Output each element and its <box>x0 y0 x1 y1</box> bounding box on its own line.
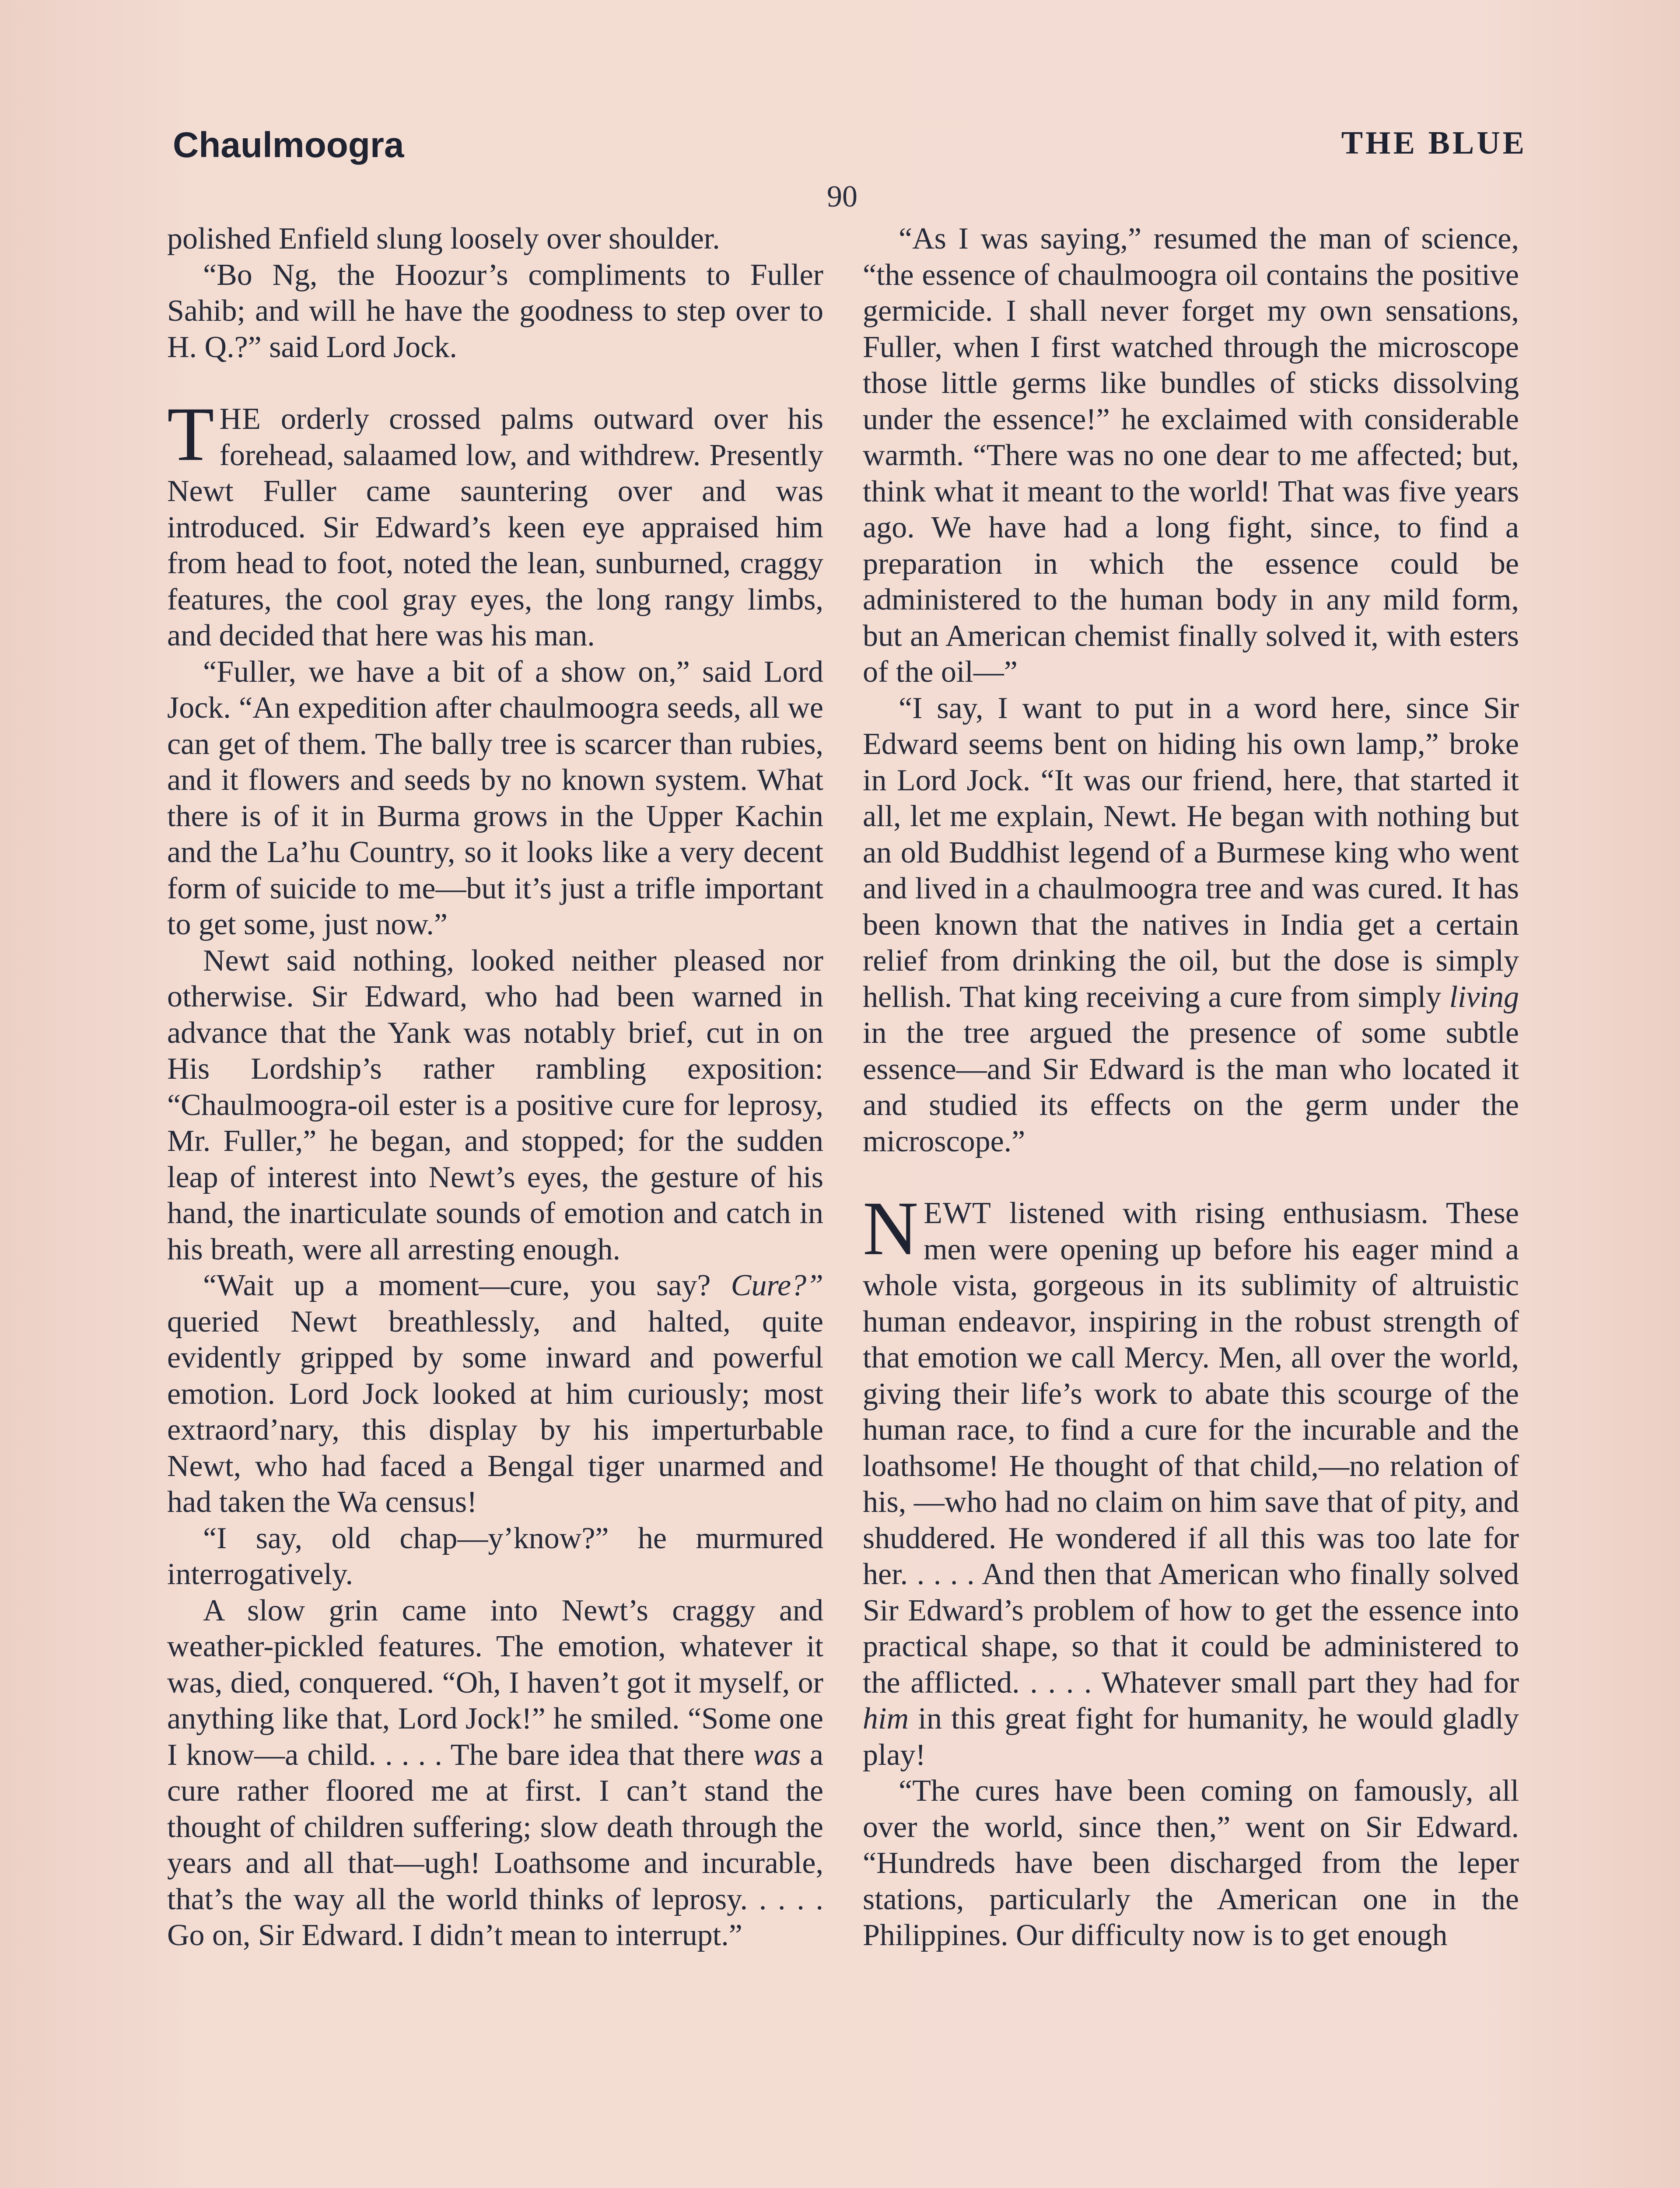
emphasis: living <box>1449 980 1519 1014</box>
right-column <box>863 221 1519 1954</box>
emphasis: him <box>863 1702 909 1736</box>
lead-caps: HE <box>219 402 261 436</box>
paragraph-text: in this great fight for humanity, he would gladly play! <box>863 1702 1519 1772</box>
left-column <box>167 221 823 1954</box>
section-paragraph <box>167 392 823 654</box>
paragraph-text: listened with rising enthusiasm. These men were opening up before his eager mind a whole vista, gorgeous in its sublimity of altruistic human endeavor, inspiring in the robust strength of that emotion we call Mercy. Men, all over the world, giving their life’s work to abate this scourge of the human race, to find a cure for the incurable and the loathsome! He thought of that child,—no relation of his, —who had no claim on him save that of pity, and shuddered. He wondered if all this was too late for her. . . . . And then that American who finally solved Sir Edward’s problem of how to get the essence into practical shape, so that it could be administered to the afflicted. . . . . Whatever small part they had for <box>863 1196 1519 1700</box>
paragraph-text: in the tree argued the presence of some subtle essence—and Sir Edward is the man who located it and studied its effects on the germ under the microscope.” <box>863 1016 1519 1158</box>
paragraph: “Bo Ng, the Hoozur’s compliments to Fuller Sahib; and will he have the goodness to step over to H. Q.?” said Lord Jock. <box>167 258 823 364</box>
drop-cap: T <box>167 392 214 477</box>
paragraph-text: a cure rather floored me at first. I can’t stand the thought of children suffering; slow death through the years and all that—ugh! Loathsome and incurable, that’s the way all the world thinks of leprosy. . . . . Go on, Sir Edward. I didn’t mean to interrupt.” <box>167 1738 823 1952</box>
paragraph: Newt said nothing, looked neither pleased nor otherwise. Sir Edward, who had been warned in advance that the Yank was notably brief, cut in on His Lordship’s rather rambling exposition: “Chaulmoogra-oil ester is a positive cure for leprosy, Mr. Fuller,” he began, and stopped; for the sudden leap of interest into Newt’s eyes, the gesture of his hand, the inarticulate sounds of emotion and catch in his breath, were all arresting enough. <box>167 943 823 1266</box>
drop-cap: N <box>863 1186 919 1271</box>
story-title: Chaulmoogra <box>173 125 404 165</box>
paragraph: “Fuller, we have a bit of a show on,” said Lord Jock. “An expedition after chaulmoogra seeds, all we can get of them. The bally tree is scarcer than rubies, and it flowers and seeds by no known system. What there is of it in Burma grows in the Upper Kachin and the La’hu Country, so it looks like a very decent form of suicide to me—but it’s just a trifle important to get some, just now.” <box>167 655 823 941</box>
page-number: 90 <box>827 180 858 214</box>
paragraph <box>863 691 1519 1160</box>
paragraph: polished Enfield slung loosely over shoulder. <box>167 222 720 256</box>
paragraph-text: A slow grin came into Newt’s craggy and weather-pickled features. The emotion, whatever it was, died, conquered. “Oh, I haven’t got it myself, or anything like that, Lord Jock!” he smiled. “Some one I know—a child. . . . . The bare idea that there <box>167 1593 823 1772</box>
section-paragraph <box>863 1186 1519 1773</box>
paragraph: “I say, old chap—y’know?” he murmured interrogatively. <box>167 1521 823 1591</box>
paragraph-text: “I say, I want to put in a word here, since Sir Edward seems bent on hiding his own lamp,” broke in Lord Jock. “It was our friend, here, that started it all, let me explain, Newt. He began with nothing but an old Buddhist legend of a Burmese king who went and lived in a chaulmoogra tree and was cured. It has been known that the natives in India get a certain relief from drinking the oil, but the dose is simply hellish. That king receiving a cure from simply <box>863 691 1519 1014</box>
paragraph-text: queried Newt breathlessly, and halted, quite evidently gripped by some inward and powerful emotion. Lord Jock looked at him curiously; most extraord’nary, this display by his imperturbable Newt, who had faced a Bengal tiger unarmed and had taken the Wa census! <box>167 1304 823 1519</box>
magazine-title: THE BLUE <box>1341 125 1527 161</box>
paragraph <box>167 1593 823 1954</box>
lead-caps: EWT <box>924 1196 991 1230</box>
paragraph: “The cures have been coming on famously, all over the world, since then,” went on Sir Edward. “Hundreds have been discharged from the leper stations, particularly the American one in the Philippines. Our difficulty now is to get enough <box>863 1774 1519 1952</box>
running-head <box>173 125 1527 177</box>
paragraph <box>167 1268 823 1521</box>
paragraph: “As I was saying,” resumed the man of science, “the essence of chaulmoogra oil contains the positive germicide. I shall never forget my own sensations, Fuller, when I first watched through the microscope those little germs like bundles of sticks dissolving under the essence!” he exclaimed with considerable warmth. “There was no one dear to me affected; but, think what it meant to the world! That was five years ago. We have had a long fight, since, to find a preparation in which the essence could be administered to the human body in any mild form, but an American chemist finally solved it, with esters of the oil—” <box>863 222 1519 689</box>
paragraph-text: “Wait up a moment—cure, you say? <box>203 1269 731 1302</box>
emphasis: Cure?” <box>731 1269 823 1302</box>
paragraph-text: orderly crossed palms outward over his forehead, salaamed low, and withdrew. Presently Newt Fuller came sauntering over and was introduced. Sir Edward’s keen eye appraised him from head to foot, noted the lean, sunburned, craggy features, the cool gray eyes, the long rangy limbs, and decided that here was his man. <box>167 402 823 652</box>
emphasis: was <box>753 1738 801 1772</box>
